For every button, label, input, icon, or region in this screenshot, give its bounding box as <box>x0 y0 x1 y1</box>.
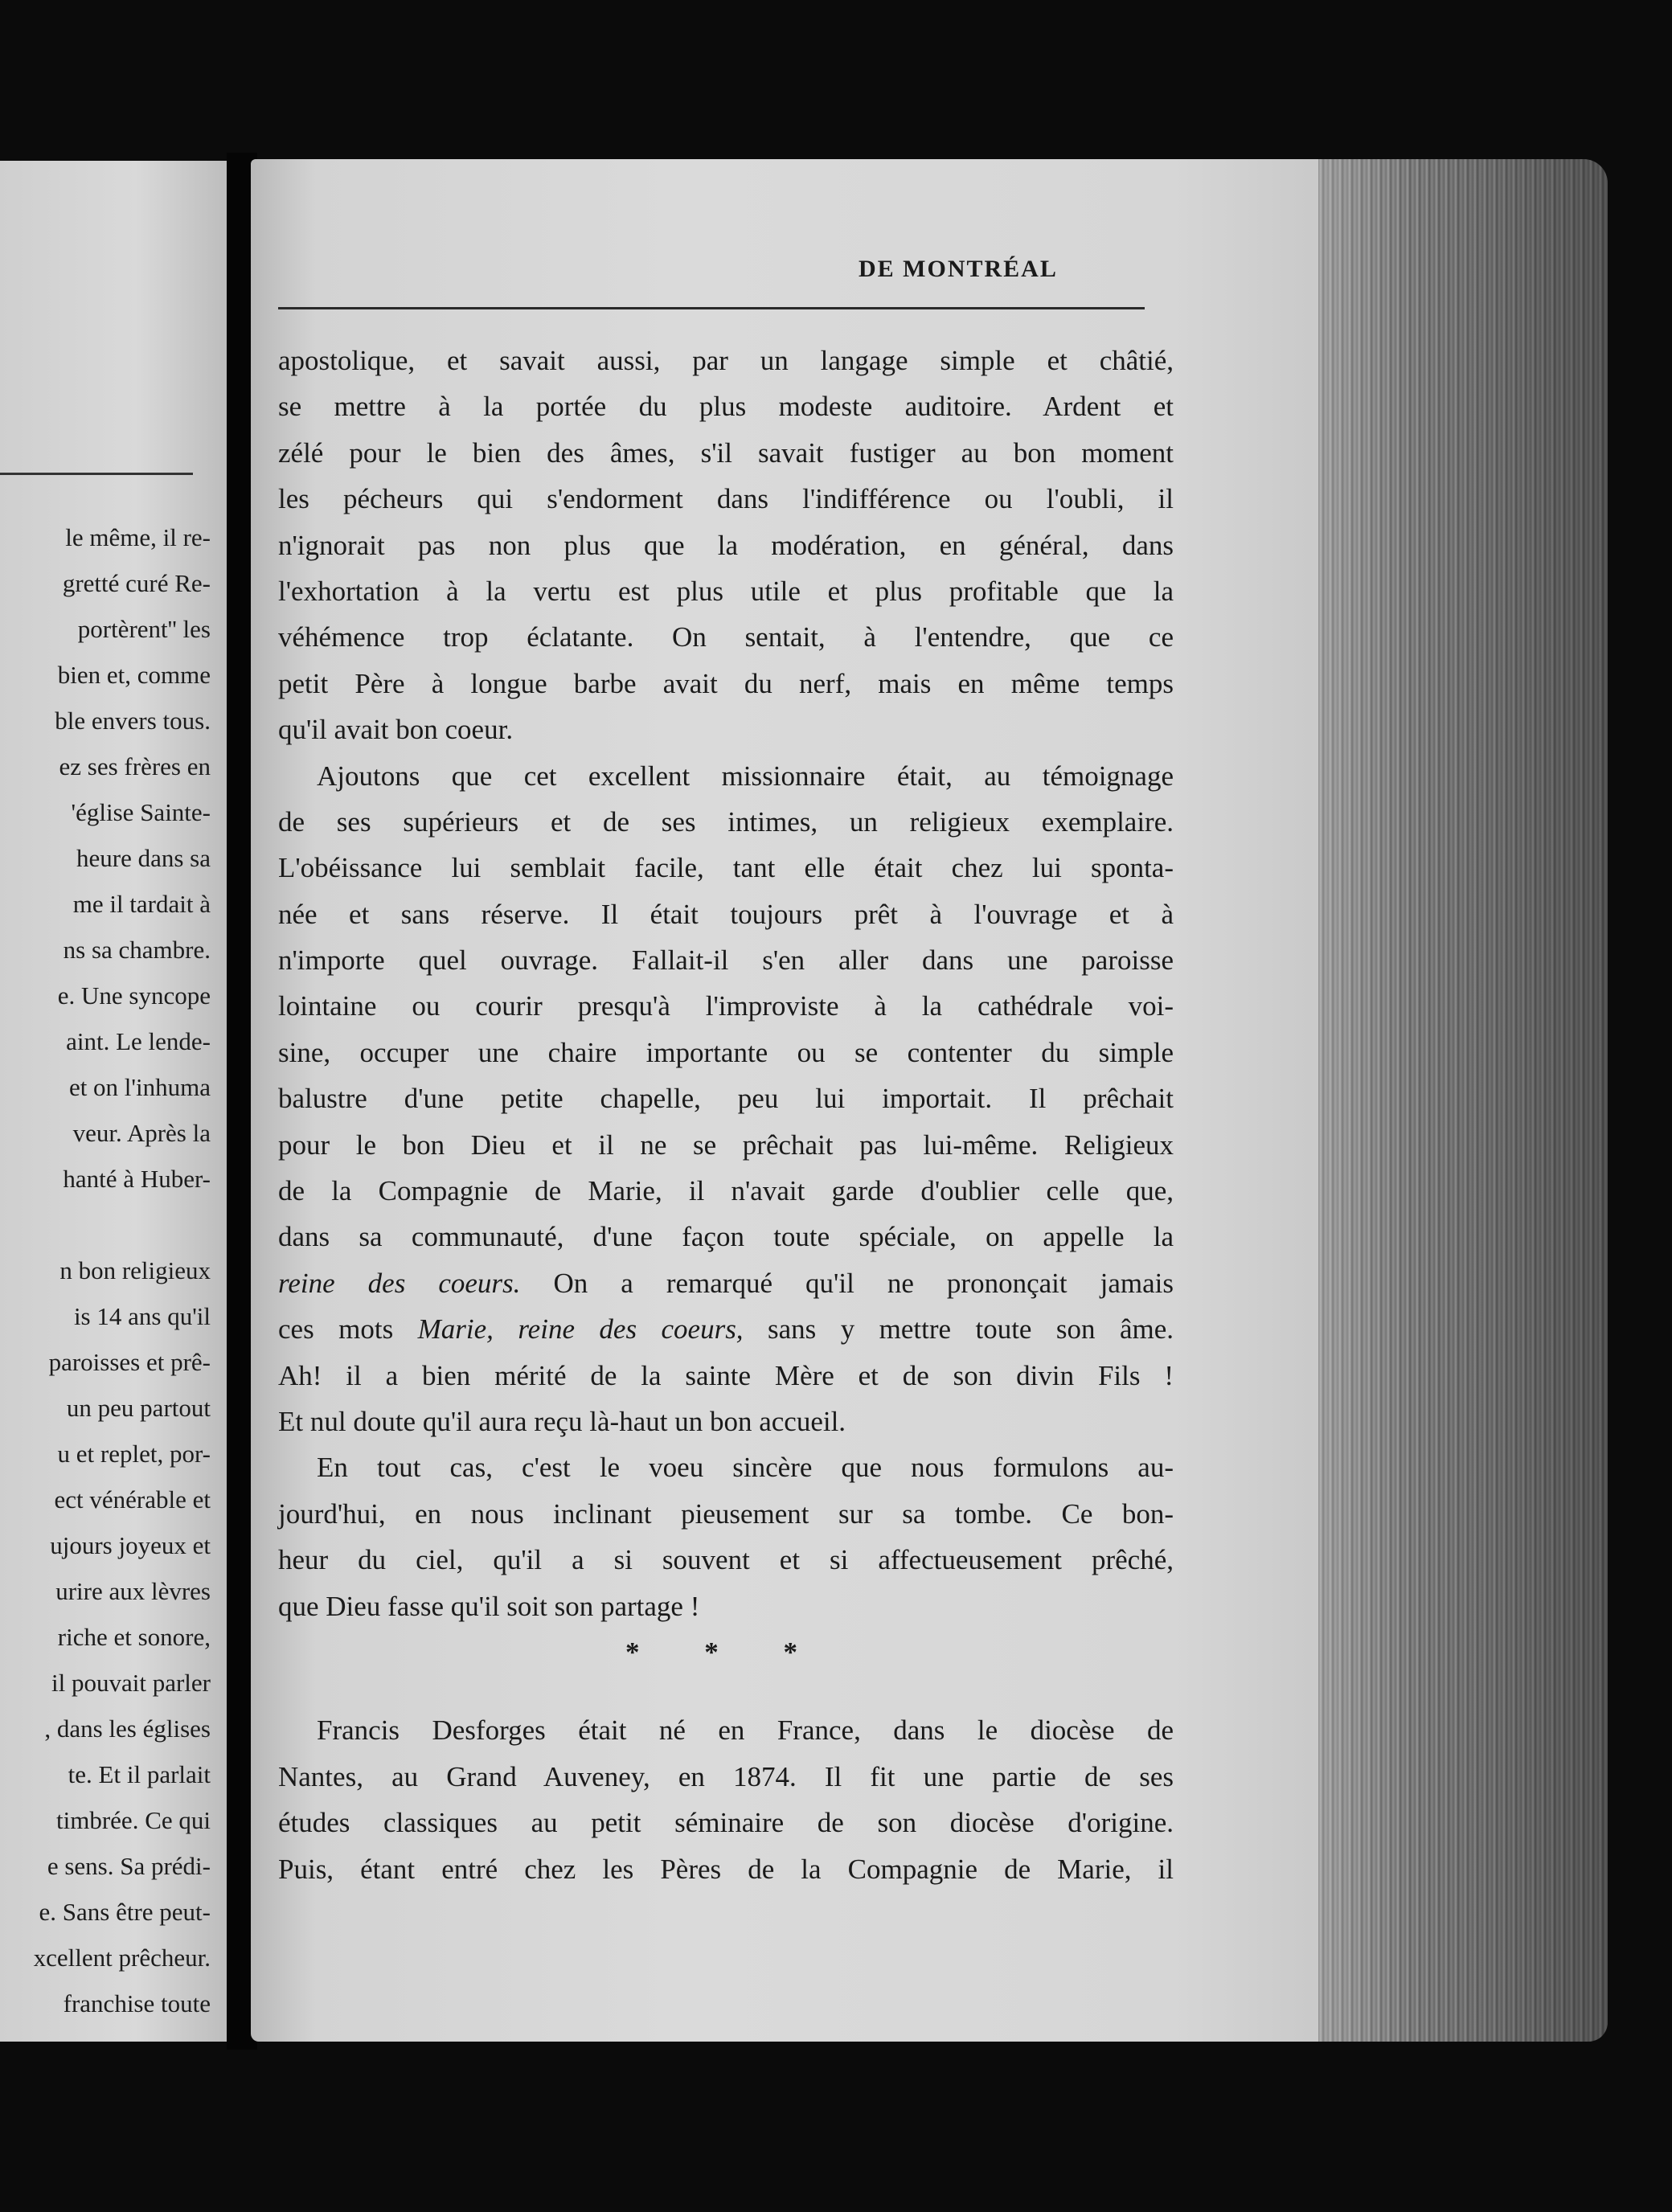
left-text-line: gretté curé Re- <box>62 569 211 597</box>
left-text-line: aint. Le lende- <box>66 1027 211 1055</box>
text-line: études classiques au petit séminaire de son diocèse d'origine. <box>278 1807 1174 1839</box>
page-body-text <box>278 338 1174 1892</box>
left-text-line: timbrée. Ce qui <box>56 1806 211 1834</box>
paragraph-1 <box>278 338 1174 753</box>
text-line: En tout cas, c'est le voeu sincère que nous formulons au- <box>317 1452 1174 1484</box>
paragraph-4 <box>278 1707 1174 1892</box>
left-text-line: xcellent prêcheur. <box>33 1944 211 1972</box>
left-page-text <box>0 514 227 2026</box>
text-line: sine, occuper une chaire importante ou se contenter du simple <box>278 1036 1174 1068</box>
left-text-line: ns sa chambre. <box>63 936 211 964</box>
italic-phrase: reine des coeurs. <box>278 1267 521 1299</box>
text-line: heur du ciel, qu'il a si souvent et si affectueusement prêché, <box>278 1544 1174 1576</box>
left-text-line: urire aux lèvres <box>55 1577 211 1605</box>
text-line: Puis, étant entré chez les Pères de la Compagnie de Marie, il <box>278 1853 1174 1885</box>
text-line: jourd'hui, en nous inclinant pieusement sur sa tombe. Ce bon- <box>278 1497 1174 1530</box>
left-text-line: franchise toute <box>63 1989 211 2017</box>
left-text-line: ect vénérable et <box>54 1485 211 1514</box>
text-line: Ajoutons que cet excellent missionnaire était, au témoignage <box>317 760 1174 792</box>
text-line: se mettre à la portée du plus modeste auditoire. Ardent et <box>278 391 1174 423</box>
text-run: On a remarqué qu'il ne prononçait jamais <box>520 1267 1174 1299</box>
section-separator: * * * <box>625 1636 826 1668</box>
text-line: que Dieu fasse qu'il soit son partage ! <box>278 1590 700 1622</box>
left-text-line: ble envers tous. <box>55 707 211 735</box>
left-text-line: heure dans sa <box>76 844 211 872</box>
left-text-line: te. Et il parlait <box>68 1760 211 1788</box>
text-line: n'importe quel ouvrage. Fallait-il s'en aller dans une paroisse <box>278 944 1174 977</box>
text-line: pour le bon Dieu et il ne se prêchait pas lui-même. Religieux <box>278 1129 1174 1161</box>
text-line: petit Père à longue barbe avait du nerf, mais en même temps <box>278 667 1174 699</box>
text-line: les pécheurs qui s'endorment dans l'indifférence ou l'oubli, il <box>278 483 1174 515</box>
left-text-line: is 14 ans qu'il <box>73 1302 211 1330</box>
text-line: de ses supérieurs et de ses intimes, un religieux exemplaire. <box>278 805 1174 838</box>
left-facing-page <box>0 161 227 2042</box>
left-text-line: e sens. Sa prédi- <box>47 1852 211 1880</box>
left-text-line: bien et, comme <box>57 661 211 689</box>
paragraph-3 <box>278 1444 1174 1629</box>
text-line: Et nul doute qu'il aura reçu là-haut un bon accueil. <box>278 1405 846 1437</box>
right-page <box>251 159 1334 2042</box>
text-line: lointaine ou courir presqu'à l'improviste à la cathédrale voi- <box>278 990 1174 1022</box>
left-text-line: , dans les églises <box>44 1714 211 1743</box>
left-text-line: riche et sonore, <box>57 1623 211 1651</box>
text-line: née et sans réserve. Il était toujours prêt à l'ouvrage et à <box>278 898 1174 930</box>
left-text-line: portèrent'' les <box>77 615 211 643</box>
paragraph-2-tail <box>278 1353 1174 1445</box>
text-line: apostolique, et savait aussi, par un langage simple et châtié, <box>278 345 1174 376</box>
left-text-line <box>0 1202 211 1247</box>
text-line <box>278 1260 1174 1306</box>
running-title: DE MONTRÉAL <box>859 256 1058 282</box>
header-rule <box>278 307 1145 309</box>
text-line: qu'il avait bon coeur. <box>278 714 514 746</box>
left-text-line: paroisses et prê- <box>48 1348 211 1376</box>
text-line: Nantes, au Grand Auveney, en 1874. Il fit une partie de ses <box>278 1760 1174 1792</box>
fore-edge-shading <box>1318 159 1608 2042</box>
italic-phrase: Marie, reine des coeurs, <box>417 1313 744 1346</box>
left-text-line: hanté à Huber- <box>63 1165 211 1193</box>
left-text-line: ez ses frères en <box>59 752 211 780</box>
text-run: ces mots <box>278 1313 418 1346</box>
left-text-line: un peu partout <box>66 1394 211 1422</box>
text-line: dans sa communauté, d'une façon toute spéciale, on appelle la <box>278 1221 1174 1253</box>
running-head <box>529 256 1405 304</box>
left-header-rule <box>0 473 193 475</box>
text-line: L'obéissance lui semblait facile, tant elle était chez lui sponta- <box>278 852 1174 884</box>
left-text-line: e. Une syncope <box>57 981 211 1010</box>
left-text-line: ujours joyeux et <box>50 1531 211 1559</box>
text-run: sans y mettre toute son âme. <box>743 1313 1174 1346</box>
left-text-line: le même, il re- <box>65 523 211 551</box>
left-text-line: n bon religieux <box>59 1256 211 1284</box>
text-line: balustre d'une petite chapelle, peu lui importait. Il prêchait <box>278 1083 1174 1115</box>
left-text-line: u et replet, por- <box>57 1440 211 1468</box>
text-line <box>278 1306 1174 1352</box>
text-line: zélé pour le bien des âmes, s'il savait fustiger au bon moment <box>278 436 1174 469</box>
spacer <box>278 1675 1174 1707</box>
text-line: Francis Desforges était né en France, dans le diocèse de <box>317 1714 1174 1747</box>
text-line: de la Compagnie de Marie, il n'avait garde d'oublier celle que, <box>278 1175 1174 1207</box>
text-line: Ah! il a bien mérité de la sainte Mère et de son divin Fils ! <box>278 1359 1174 1391</box>
left-text-line: e. Sans être peut- <box>39 1898 211 1926</box>
left-text-line: et on l'inhuma <box>68 1073 211 1101</box>
left-text-line: veur. Après la <box>72 1119 211 1147</box>
text-line: n'ignorait pas non plus que la modération, en général, dans <box>278 529 1174 561</box>
text-line: l'exhortation à la vertu est plus utile et plus profitable que la <box>278 575 1174 607</box>
text-line: véhémence trop éclatante. On sentait, à l'entendre, que ce <box>278 621 1174 653</box>
left-text-line: me il tardait à <box>72 890 211 918</box>
left-text-line: il pouvait parler <box>51 1669 211 1697</box>
paragraph-2 <box>278 753 1174 1260</box>
left-text-line: 'église Sainte- <box>71 798 211 826</box>
